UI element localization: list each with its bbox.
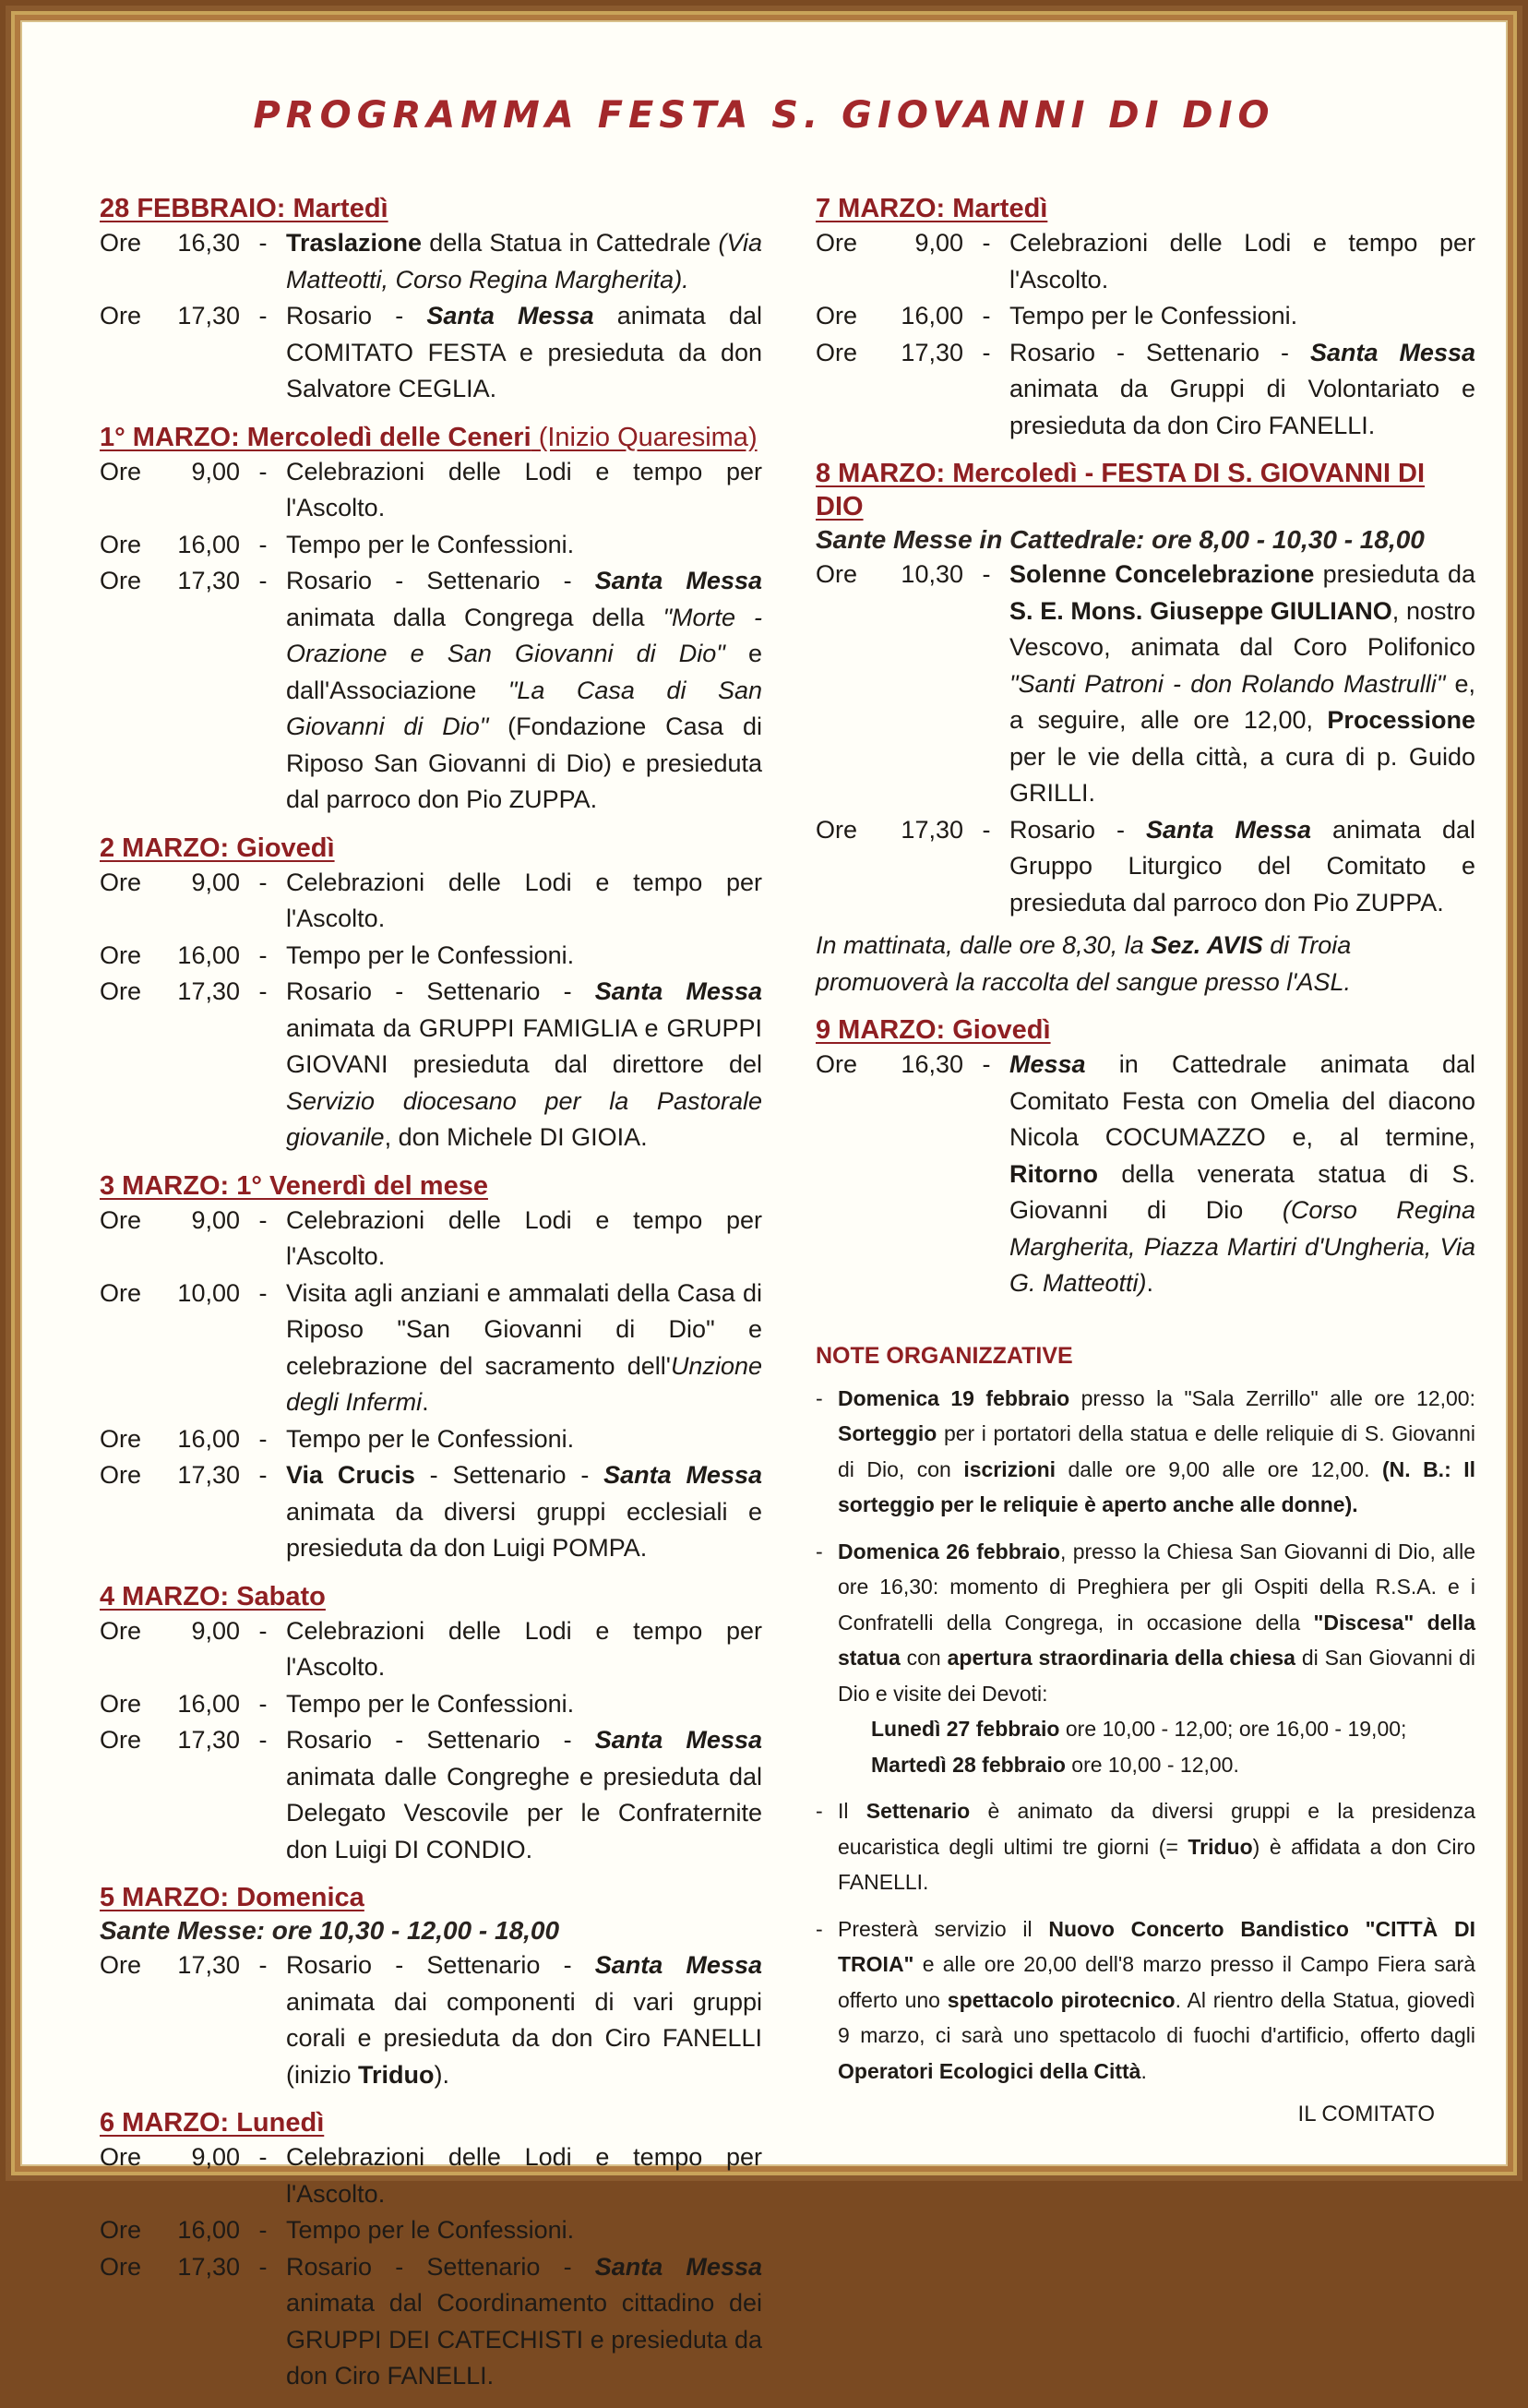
day-section [100,1169,762,1567]
event-dash: - [982,560,991,588]
day-section [816,192,1475,444]
event-row [816,225,1475,298]
day-title-suffix: (Inizio Quaresima) [531,422,758,452]
event-ore-label: Ore [100,940,142,969]
event-dash: - [258,1424,268,1453]
left-column [100,192,762,2408]
event-dash: - [258,977,268,1005]
event-ore-label: Ore [100,1278,142,1307]
day-section [100,192,762,408]
event-dash: - [258,940,268,969]
event-ore-label: Ore [100,457,142,485]
event-description: Celebrazioni delle Lodi e tempo per l'Ascolto. [286,1616,762,1681]
day-section [100,421,762,819]
event-time: 17,30 [177,302,240,329]
day-title [100,421,762,454]
page-title: PROGRAMMA FESTA S. GIOVANNI DI DIO [253,94,1275,137]
event-description: Tempo per le Confessioni. [286,940,575,969]
event-description: Tempo per le Confessioni. [286,2216,575,2244]
event-dash: - [982,815,991,844]
note-text: Domenica 26 febbraio, presso la Chiesa San Giovanni di Dio, alle ore 16,30: momento di Preghiera per gli Ospiti della R.S.A. e i Confratelli della Congrega, in occasione della "Discesa" della statua con apertura straordinaria della chiesa di San Giovanni di Dio e visite dei Devoti: Lunedì 27 febbraio ore 10,00 - 12,00; ore 16,00 - 19,00; Martedì 28 febbraio ore 10,00 - 12,00. [838,1539,1475,1777]
event-dash: - [258,302,268,329]
event-time: 9,00 [914,229,963,257]
event-row [100,2212,762,2249]
event-ore-label: Ore [816,815,858,844]
event-time: 17,30 [177,977,240,1005]
event-description: Visita agli anziani e ammalati della Casa di Riposo "San Giovanni di Dio" e celebrazione del sacramento dell'Unzione degli Infermi. [286,1278,762,1416]
event-time: 16,30 [901,1050,963,1078]
event-time: 10,30 [901,560,963,588]
event-ore-label: Ore [100,1726,142,1754]
event-row [100,1457,762,1567]
day-title-text: 5 MARZO: Domenica [100,1883,364,1912]
event-description: Celebrazioni delle Lodi e tempo per l'Ascolto. [286,2143,762,2208]
event-dash: - [258,1278,268,1307]
event-time: 16,00 [177,940,240,969]
event-ore-label: Ore [100,567,142,594]
event-time: 17,30 [901,815,963,844]
event-dash: - [258,2216,268,2244]
note-item [816,1911,1475,2090]
day-section [100,2106,762,2395]
day-title [100,1580,762,1613]
event-row [816,1047,1475,1302]
day-title-text: 6 MARZO: Lunedì [100,2108,325,2138]
day-title-text: 9 MARZO: Giovedì [816,1015,1051,1045]
event-description: Celebrazioni delle Lodi e tempo per l'Ascolto. [286,868,762,932]
day-title [816,457,1475,523]
event-ore-label: Ore [100,302,142,329]
event-dash: - [258,868,268,896]
event-time: 16,00 [177,530,240,558]
event-row [100,563,762,819]
event-dash: - [258,1616,268,1645]
event-time: 17,30 [177,567,240,594]
right-column [816,192,1475,2127]
event-description: Solenne Concelebrazione presieduta da S. E. Mons. Giuseppe GIULIANO, nostro Vescovo, animata dal Coro Polifonico "Santi Patroni - don Rolando Mastrulli" e, a seguire, alle ore 12,00, Processione per le vie della città, a cura di p. Guido GRILLI. [1009,560,1476,807]
event-row [816,335,1475,445]
event-time: 10,00 [177,1278,240,1307]
event-description: Rosario - Santa Messa animata dal Gruppo Liturgico del Comitato e presieduta dal parroco don Pio ZUPPA. [1009,815,1476,916]
event-ore-label: Ore [816,560,858,588]
note-text: Domenica 19 febbraio presso la "Sala Zerrillo" alle ore 12,00: Sorteggio per i portatori della statua e delle reliquie di S. Giovanni di Dio, con iscrizioni dalle ore 9,00 alle ore 12,00. (N. B.: Il sorteggio per le reliquie è aperto anche alle donne). [838,1385,1475,1516]
event-time: 9,00 [191,1616,240,1645]
event-description: Rosario - Settenario - Santa Messa animata da Gruppi di Volontariato e presieduta da don Ciro FANELLI. [1009,338,1475,439]
event-ore-label: Ore [816,338,858,366]
day-subtitle: Sante Messe in Cattedrale: ore 8,00 - 10,30 - 18,00 [816,525,1425,554]
event-description: Tempo per le Confessioni. [286,1689,575,1718]
day-title-text: 4 MARZO: Sabato [100,1581,326,1611]
event-description: Rosario - Settenario - Santa Messa animata dal Coordinamento cittadino dei GRUPPI DEI CATECHISTI e presieduta da don Ciro FANELLI. [286,2252,762,2390]
event-row [816,298,1475,335]
day-title [100,2106,762,2139]
note-bullet: - [816,1539,823,1563]
event-ore-label: Ore [100,2252,142,2281]
event-time: 9,00 [191,1205,240,1234]
event-description: Via Crucis - Settenario - Santa Messa animata da diversi gruppi ecclesiali e presieduta da don Luigi POMPA. [286,1461,762,1562]
event-row [100,225,762,298]
event-description: Messa in Cattedrale animata dal Comitato Festa con Omelia del diacono Nicola COCUMAZZO e, al termine, Ritorno della venerata statua di S. Giovanni di Dio (Corso Regina Margherita, Piazza Martiri d'Ungheria, Via G. Matteotti). [1009,1050,1475,1297]
event-ore-label: Ore [100,977,142,1005]
event-row [100,454,762,527]
event-row [100,938,762,975]
event-description: Tempo per le Confessioni. [286,530,575,558]
event-row [100,1276,762,1421]
day-section [100,832,762,1156]
event-dash: - [258,229,268,257]
note-text: Il Settenario è animato da diversi gruppi e la presidenza eucaristica degli ultimi tre giorni (= Triduo) è affidata a don Ciro FANELLI. [838,1799,1475,1894]
event-row [100,1203,762,1276]
day-section [100,1881,762,2093]
event-dash: - [258,1951,268,1979]
event-dash: - [258,1689,268,1718]
event-time: 16,30 [177,229,240,257]
event-description: Rosario - Settenario - Santa Messa animata dalle Congreghe e presieduta dal Delegato Vescovile per le Confraternite don Luigi DI CONDIO. [286,1726,762,1863]
event-time: 16,00 [177,2216,240,2244]
event-ore-label: Ore [100,530,142,558]
day-title [100,1169,762,1203]
event-row [100,974,762,1156]
note-text: Presterà servizio il Nuovo Concerto Bandistico "CITTÀ DI TROIA" e alle ore 20,00 dell'8 marzo presso il Campo Fiera sarà offerto uno spettacolo pirotecnico. Al rientro della Statua, giovedì 9 marzo, ci sarà uno spettacolo di fuochi d'artificio, offerto dagli Operatori Ecologici della Città. [838,1916,1476,2083]
event-ore-label: Ore [100,1689,142,1718]
note-item [816,1793,1475,1900]
signature: IL COMITATO [1297,2102,1435,2126]
day-title-text: 28 FEBBRAIO: Martedì [100,194,388,223]
event-dash: - [258,567,268,594]
day-title-text: 3 MARZO: 1° Venerdì del mese [100,1170,488,1201]
event-dash: - [258,1461,268,1489]
event-time: 9,00 [191,2143,240,2171]
day-title-text: 7 MARZO: Martedì [816,194,1048,223]
event-description: Tempo per le Confessioni. [1009,302,1298,329]
event-description: Celebrazioni delle Lodi e tempo per l'Ascolto. [1009,229,1475,294]
day-title-text: 8 MARZO: Mercoledì - FESTA DI S. GIOVANNI DI DIO [816,459,1426,521]
day-title [100,1881,762,1914]
note-bullet: - [816,1916,823,1941]
day-title [816,1013,1475,1047]
note-bullet: - [816,1799,823,1823]
event-time: 9,00 [191,457,240,485]
day-subtitle: Sante Messe: ore 10,30 - 12,00 - 18,00 [100,1916,560,1945]
event-dash: - [258,457,268,485]
event-time: 17,30 [177,2252,240,2281]
day-title-text: 1° MARZO: Mercoledì delle Ceneri [100,422,531,452]
event-row [100,1686,762,1723]
event-dash: - [982,1050,991,1078]
event-ore-label: Ore [100,1424,142,1453]
event-row [100,298,762,408]
day-title [816,192,1475,225]
event-time: 16,00 [901,302,963,329]
event-time: 9,00 [191,868,240,896]
event-row [100,1613,762,1686]
notes-title: NOTE ORGANIZZATIVE [816,1342,1073,1369]
event-row [100,1421,762,1458]
event-ore-label: Ore [100,1205,142,1234]
event-time: 17,30 [901,338,963,366]
day-section [816,457,1475,1000]
day-section [816,1013,1475,1302]
event-ore-label: Ore [100,1951,142,1979]
event-dash: - [258,2143,268,2171]
event-ore-label: Ore [100,868,142,896]
event-time: 16,00 [177,1424,240,1453]
event-description: Rosario - Settenario - Santa Messa animata dai componenti di vari gruppi corali e presieduta da don Ciro FANELLI (inizio Triduo). [286,1951,762,2089]
event-row [100,1947,762,2093]
event-dash: - [258,2252,268,2281]
event-time: 16,00 [177,1689,240,1718]
event-description: Celebrazioni delle Lodi e tempo per l'Ascolto. [286,457,762,521]
event-row [100,2249,762,2395]
event-row [100,527,762,564]
day-note: In mattinata, dalle ore 8,30, la Sez. AVIS di Troia promuoverà la raccolta del sangue presso l'ASL. [816,931,1352,996]
event-ore-label: Ore [100,229,142,257]
event-ore-label: Ore [816,229,858,257]
event-row [100,865,762,938]
event-ore-label: Ore [100,2143,142,2171]
day-title-text: 2 MARZO: Giovedì [100,833,335,863]
event-time: 17,30 [177,1951,240,1979]
event-dash: - [258,1205,268,1234]
event-description: Traslazione della Statua in Cattedrale (Via Matteotti, Corso Regina Margherita). [286,229,762,294]
event-dash: - [982,229,991,257]
document-page [20,20,1508,2390]
organizational-notes [816,1343,1475,2128]
event-dash: - [258,1726,268,1754]
note-bullet: - [816,1385,823,1410]
event-row [816,557,1475,812]
event-description: Rosario - Settenario - Santa Messa animata dalla Congrega della "Morte - Orazione e San Giovanni di Dio" e dall'Associazione "La Casa di San Giovanni di Dio" (Fondazione Casa di Riposo San Giovanni di Dio) e presieduta dal parroco don Pio ZUPPA. [286,567,762,813]
day-section [100,1580,762,1869]
event-description: Tempo per le Confessioni. [286,1424,575,1453]
day-title [100,192,762,225]
event-dash: - [982,302,991,329]
event-ore-label: Ore [816,1050,858,1078]
event-ore-label: Ore [100,1616,142,1645]
event-description: Celebrazioni delle Lodi e tempo per l'Ascolto. [286,1205,762,1270]
event-ore-label: Ore [100,2216,142,2244]
note-item [816,1534,1475,1783]
event-row [100,2139,762,2212]
event-ore-label: Ore [100,1461,142,1489]
event-time: 17,30 [177,1726,240,1754]
event-description: Rosario - Settenario - Santa Messa animata da GRUPPI FAMIGLIA e GRUPPI GIOVANI presieduta dal direttore del Servizio diocesano per la Pastorale giovanile, don Michele DI GIOIA. [286,977,762,1151]
event-ore-label: Ore [816,302,858,329]
day-title [100,832,762,865]
note-item [816,1381,1475,1523]
event-time: 17,30 [177,1461,240,1489]
event-description: Rosario - Santa Messa animata dal COMITATO FESTA e presieduta da don Salvatore CEGLIA. [286,302,762,402]
event-dash: - [258,530,268,558]
event-row [100,1722,762,1868]
event-dash: - [982,338,991,366]
event-row [816,812,1475,922]
